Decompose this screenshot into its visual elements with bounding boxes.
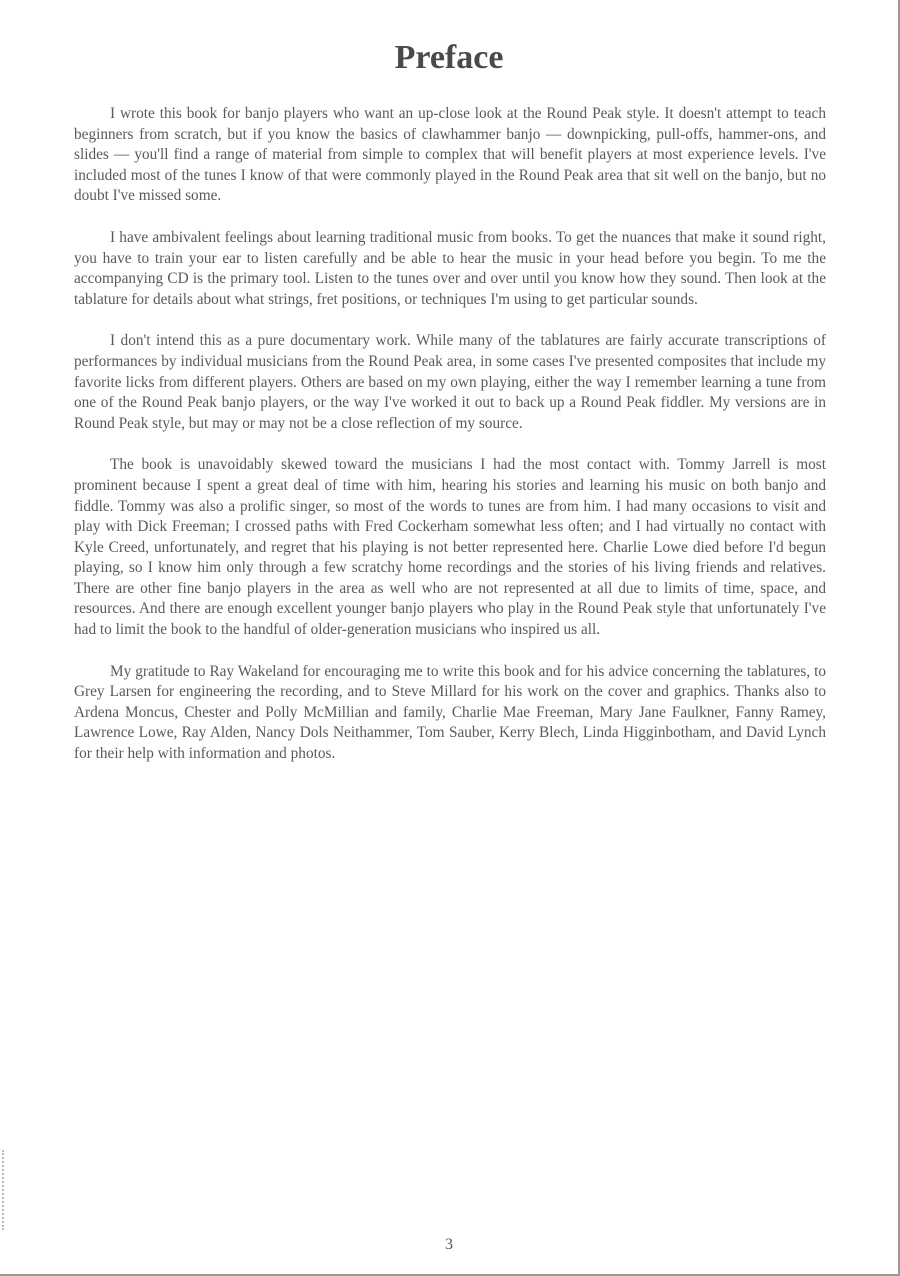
paragraph-3: I don't intend this as a pure documentary work. While many of the tablatures are fairly accurate transcriptions of performances by individual musicians from the Round Peak area, in some cases I've presented composites that include my favorite licks from different players. Others are based on my own playing, either the way I remember learning a tune from one of the Round Peak banjo players, or the way I've worked it out to back up a Round Peak fiddler. My versions are in Round Peak style, but may or may not be a close reflection of my source. [74,332,826,432]
page-title: Preface [394,39,504,76]
paragraph-2: I have ambivalent feelings about learning traditional music from books. To get the nuances that make it sound right, you have to train your ear to listen carefully and be able to hear the music in your head before you begin. To me the accompanying CD is the primary tool. Listen to the tunes over and over until you know how they sound. Then look at the tablature for details about what strings, fret positions, or techniques I'm using to get particular sounds. [74,228,826,308]
paragraph-5: My gratitude to Ray Wakeland for encouraging me to write this book and for his advice concerning the tablatures, to Grey Larsen for engineering the recording, and to Steve Millard for his work on the cover and graphics. Thanks also to Ardena Moncus, Chester and Polly McMillian and family, Charlie Mae Freeman, Mary Jane Faulkner, Fanny Ramey, Lawrence Lowe, Ray Alden, Nancy Dols Neithammer, Tom Sauber, Kerry Blech, Linda Higginbotham, and David Lynch for their help with information and photos. [74,662,826,763]
page-number: 3 [445,1236,453,1253]
paragraph-1: I wrote this book for banjo players who want an up-close look at the Round Peak style. It doesn't attempt to teach beginners from scratch, but if you know the basics of clawhammer banjo — downpicking, pull-offs, hammer-ons, and slides — you'll find a range of material from simple to complex that will benefit players at most experience levels. I've included most of the tunes I know of that were commonly played in the Round Peak area that sit well on the banjo, but no doubt I've missed some. [74,105,826,205]
paragraph-4: The book is unavoidably skewed toward the musicians I had the most contact with. Tommy Jarrell is most prominent because I spent a great deal of time with him, hearing his stories and learning his music on both banjo and fiddle. Tommy was also a prolific singer, so most of the words to tunes are from him. I had many occasions to visit and play with Dick Freeman; I crossed paths with Fred Cockerham somewhat less often; and I had virtually no contact with Kyle Creed, unfortunately, and regret that his playing is not better represented here. Charlie Lowe died before I'd begun playing, so I know him only through a few scratchy home recordings and the stories of his living friends and relatives. There are other fine banjo players in the area as well who are not represented at all due to limits of time, space, and resources. And there are enough excellent younger banjo players who play in the Round Peak style that unfortunately I've had to limit the book to the handful of older-generation musicians who inspired us all. [74,456,826,639]
page-edge-marks [2,1150,7,1230]
preface-body [74,104,826,786]
